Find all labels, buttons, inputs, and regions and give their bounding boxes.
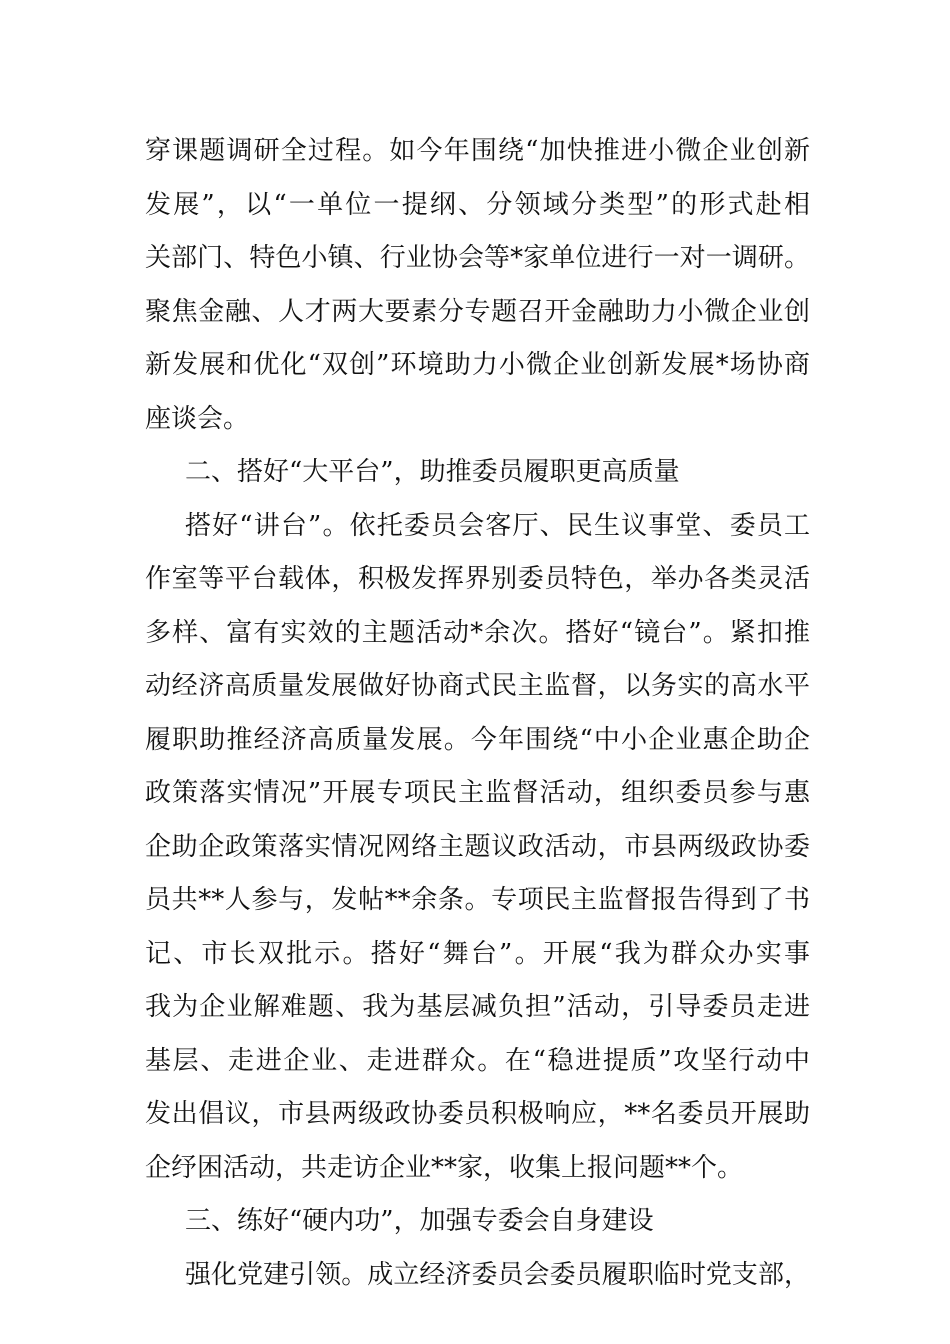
section-heading: 二、搭好“大平台”，助推委员履职更高质量 [185,457,680,487]
text-line: 聚焦金融、人才两大要素分专题召开金融助力小微企业创 [145,296,810,327]
text-line: 发出倡议，市县两级政协委员积极响应，**名委员开展助 [145,1099,810,1129]
text-line: 履职助推经济高质量发展。今年围绕“中小企业惠企助企 [145,724,810,755]
text-line: 新发展和优化“双创”环境助力小微企业创新发展*场协商 [145,350,810,380]
text-line: 多样、富有实效的主题活动*余次。搭好“镜台”。紧扣推 [145,617,810,648]
body-text [145,125,810,1302]
text-line: 记、市长双批示。搭好“舞台”。开展“我为群众办实事 [145,938,810,969]
text-line: 企纾困活动，共走访企业**家，收集上报问题**个。 [145,1152,744,1183]
text-line: 关部门、特色小镇、行业协会等*家单位进行一对一调研。 [145,243,810,273]
text-line: 我为企业解难题、我为基层减负担”活动，引导委员走进 [145,992,810,1022]
text-line: 穿课题调研全过程。如今年围绕“加快推进小微企业创新 [145,136,810,166]
text-line: 发展”，以“一单位一提纲、分领域分类型”的形式赴相 [145,189,810,220]
text-line: 基层、走进企业、走进群众。在“稳进提质”攻坚行动中 [145,1045,810,1076]
text-line: 作室等平台载体，积极发挥界别委员特色，举办各类灵活 [145,564,810,594]
text-line: 座谈会。 [145,403,250,434]
text-line: 强化党建引领。成立经济委员会委员履职临时党支部， [185,1259,810,1290]
text-line: 企助企政策落实情况网络主题议政活动，市县两级政协委 [145,831,810,862]
text-line: 员共**人参与，发帖**余条。专项民主监督报告得到了书 [145,885,810,915]
text-line: 动经济高质量发展做好协商式民主监督，以务实的高水平 [145,671,810,701]
text-line: 政策落实情况”开展专项民主监督活动，组织委员参与惠 [145,778,810,808]
text-line: 搭好“讲台”。依托委员会客厅、民生议事堂、委员工 [185,510,810,541]
section-heading: 三、练好“硬内功”，加强专委会自身建设 [185,1206,654,1236]
